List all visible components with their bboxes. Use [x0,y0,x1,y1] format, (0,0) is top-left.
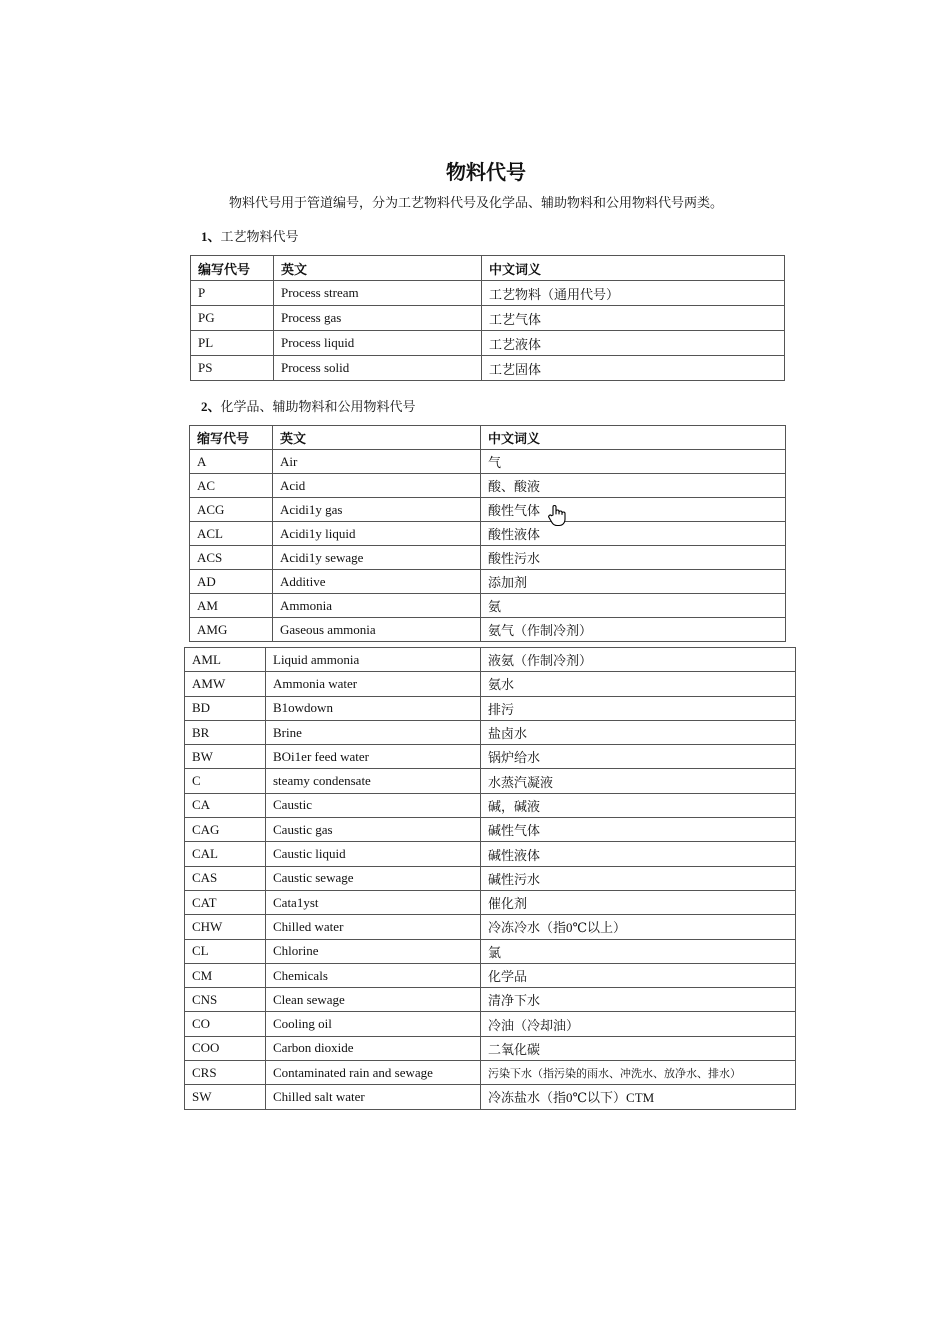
english-cell: Process solid [274,356,482,381]
table-row [190,570,786,594]
english-cell: Acid [273,474,481,498]
section-number: 1、 [201,229,221,244]
code-cell: CA [185,793,266,817]
table-row [185,648,796,672]
chinese-cell: 冷油（冷却油） [481,1012,796,1036]
table-header-row [191,256,785,281]
english-cell: Process liquid [274,331,482,356]
hand-cursor-icon [546,503,568,527]
table-row [185,720,796,744]
chinese-cell: 氨 [481,594,786,618]
section-number: 2、 [201,399,221,414]
code-cell: PS [191,356,274,381]
table-row [190,546,786,570]
column-header: 英文 [273,426,481,450]
english-cell: Caustic sewage [266,866,481,890]
table-row [185,915,796,939]
chinese-cell: 酸性污水 [481,546,786,570]
code-cell: CRS [185,1061,266,1085]
english-cell: Caustic gas [266,818,481,842]
table-row [185,1012,796,1036]
code-cell: BR [185,720,266,744]
chinese-cell: 锅炉给水 [481,745,796,769]
chinese-cell: 二氧化碳 [481,1036,796,1060]
section-label: 化学品、辅助物料和公用物料代号 [220,399,416,414]
code-cell: AMG [190,618,273,642]
chemical-material-table-continued [184,647,796,1110]
chinese-cell: 水蒸汽凝液 [481,769,796,793]
chinese-cell: 碱性气体 [481,818,796,842]
section-heading-2 [201,396,416,415]
code-cell: SW [185,1085,266,1109]
english-cell: Process gas [274,306,482,331]
code-cell: CNS [185,988,266,1012]
code-cell: ACG [190,498,273,522]
code-cell: CAT [185,890,266,914]
code-cell: A [190,450,273,474]
english-cell: Liquid ammonia [266,648,481,672]
intro-paragraph: 物料代号用于管道编号，分为工艺物料代号及化学品、辅助物料和公用物料代号两类。 [229,195,724,210]
table-row [185,672,796,696]
table-row [190,450,786,474]
table-row [190,618,786,642]
table-row [185,793,796,817]
english-cell: Ammonia water [266,672,481,696]
chinese-cell: 酸性气体 [481,498,786,522]
english-cell: Contaminated rain and sewage [266,1061,481,1085]
chinese-cell: 污染下水（指污染的雨水、冲洗水、放净水、排水） [481,1061,796,1085]
code-cell: CL [185,939,266,963]
table-header-row [190,426,786,450]
english-cell: Cata1yst [266,890,481,914]
english-cell: Clean sewage [266,988,481,1012]
table-row [190,522,786,546]
column-header: 中文词义 [482,256,785,281]
chinese-cell: 碱性污水 [481,866,796,890]
english-cell: Acidi1y liquid [273,522,481,546]
table-row [191,331,785,356]
english-cell: Caustic [266,793,481,817]
table-row [185,939,796,963]
english-cell: Additive [273,570,481,594]
chinese-cell: 氨水 [481,672,796,696]
code-cell: AMW [185,672,266,696]
chinese-cell: 氨气（作制冷剂） [481,618,786,642]
code-cell: PL [191,331,274,356]
table-row [185,1036,796,1060]
table-row [191,306,785,331]
code-cell: AML [185,648,266,672]
table-row [185,988,796,1012]
english-cell: Acidi1y gas [273,498,481,522]
code-cell: AC [190,474,273,498]
table-row [190,594,786,618]
code-cell: AD [190,570,273,594]
code-cell: P [191,281,274,306]
table-row [185,696,796,720]
table-row [185,890,796,914]
chinese-cell: 排污 [481,696,796,720]
english-cell: Ammonia [273,594,481,618]
english-cell: Chilled salt water [266,1085,481,1109]
english-cell: Process stream [274,281,482,306]
english-cell: Carbon dioxide [266,1036,481,1060]
code-cell: CAS [185,866,266,890]
column-header: 英文 [274,256,482,281]
english-cell: B1owdown [266,696,481,720]
chemical-material-table [189,425,786,642]
table-row [191,356,785,381]
table-row [185,818,796,842]
chinese-cell: 工艺物料（通用代号） [482,281,785,306]
english-cell: Chilled water [266,915,481,939]
code-cell: PG [191,306,274,331]
chinese-cell: 冷冻冷水（指0℃以上） [481,915,796,939]
table-row [190,474,786,498]
english-cell: BOi1er feed water [266,745,481,769]
chinese-cell: 清净下水 [481,988,796,1012]
english-cell: Acidi1y sewage [273,546,481,570]
section-heading-1 [201,226,299,245]
code-cell: CAG [185,818,266,842]
chinese-cell: 氯 [481,939,796,963]
english-cell: Chemicals [266,963,481,987]
page-title: 物料代号 [446,160,526,184]
english-cell: Gaseous ammonia [273,618,481,642]
chinese-cell: 气 [481,450,786,474]
code-cell: BW [185,745,266,769]
code-cell: CO [185,1012,266,1036]
chinese-cell: 化学品 [481,963,796,987]
english-cell: Caustic liquid [266,842,481,866]
english-cell: Chlorine [266,939,481,963]
chinese-cell: 冷冻盐水（指0℃以下）CTM [481,1085,796,1109]
code-cell: ACL [190,522,273,546]
table-row [185,842,796,866]
code-cell: CHW [185,915,266,939]
english-cell: Air [273,450,481,474]
table-row [191,281,785,306]
chinese-cell: 催化剂 [481,890,796,914]
process-material-table [190,255,785,381]
code-cell: CAL [185,842,266,866]
column-header: 编写代号 [191,256,274,281]
code-cell: ACS [190,546,273,570]
code-cell: BD [185,696,266,720]
column-header: 缩写代号 [190,426,273,450]
chinese-cell: 添加剂 [481,570,786,594]
column-header: 中文词义 [481,426,786,450]
english-cell: steamy condensate [266,769,481,793]
code-cell: COO [185,1036,266,1060]
english-cell: Cooling oil [266,1012,481,1036]
table-row [185,1061,796,1085]
code-cell: AM [190,594,273,618]
table-row [185,866,796,890]
chinese-cell: 酸性液体 [481,522,786,546]
table-row [185,769,796,793]
chinese-cell: 工艺液体 [482,331,785,356]
chinese-cell: 盐卤水 [481,720,796,744]
table-row [185,745,796,769]
table-row [185,1085,796,1109]
chinese-cell: 液氨（作制冷剂） [481,648,796,672]
chinese-cell: 工艺固体 [482,356,785,381]
chinese-cell: 碱性液体 [481,842,796,866]
english-cell: Brine [266,720,481,744]
chinese-cell: 碱，碱液 [481,793,796,817]
chinese-cell: 酸、酸液 [481,474,786,498]
table-row [190,498,786,522]
code-cell: C [185,769,266,793]
chinese-cell: 工艺气体 [482,306,785,331]
code-cell: CM [185,963,266,987]
table-row [185,963,796,987]
section-label: 工艺物料代号 [220,229,299,244]
